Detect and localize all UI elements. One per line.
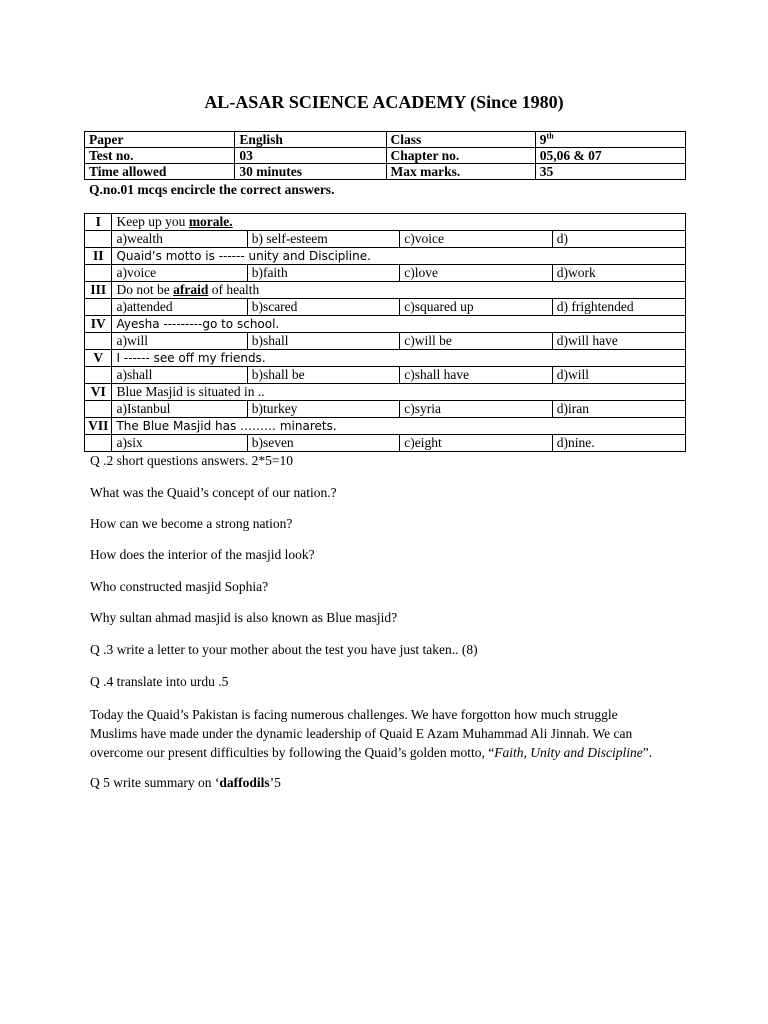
q5-text: Q 5 write summary on ‘	[90, 775, 220, 790]
option-d[interactable]: d)nine.	[552, 435, 685, 452]
mcq-options-row	[85, 231, 686, 248]
option-b[interactable]: b) self-esteem	[247, 231, 400, 248]
question-number: IV	[85, 316, 112, 333]
class-value	[535, 132, 685, 148]
option-b[interactable]: b)scared	[247, 299, 400, 316]
mcq-options-row	[85, 401, 686, 418]
option-c[interactable]: c)eight	[400, 435, 553, 452]
table-row	[85, 148, 686, 164]
chapter-value: 05,06 & 07	[535, 148, 685, 164]
q5-marks: ’5	[269, 775, 281, 790]
options-spacer	[85, 265, 112, 282]
info-table	[84, 131, 686, 180]
question-text-start: Blue Masjid is situated in ..	[116, 384, 265, 399]
mcq-table	[84, 213, 686, 452]
question-text-start: Keep up you	[116, 214, 189, 229]
short-question: How can we become a strong nation?	[90, 516, 293, 531]
option-a[interactable]: a)Istanbul	[112, 401, 247, 418]
option-c[interactable]: c)love	[400, 265, 553, 282]
option-d[interactable]: d)will have	[552, 333, 685, 350]
mcq-question-row	[85, 384, 686, 401]
question-text	[112, 418, 686, 435]
mcq-question-row	[85, 248, 686, 265]
options-spacer	[85, 299, 112, 316]
option-b[interactable]: b)turkey	[247, 401, 400, 418]
mcq-question-row	[85, 214, 686, 231]
q5-heading	[90, 773, 281, 792]
question-keyword: afraid	[173, 282, 209, 297]
mcq-options-row	[85, 265, 686, 282]
q3-heading: Q .3 write a letter to your mother about the test you have just taken.. (8)	[90, 642, 478, 657]
question-text	[112, 316, 686, 333]
option-c[interactable]: c)voice	[400, 231, 553, 248]
question-number: III	[85, 282, 112, 299]
passage-end: ”.	[642, 745, 653, 760]
mcq-options-row	[85, 435, 686, 452]
class-label: Class	[386, 132, 535, 148]
option-a[interactable]: a)will	[112, 333, 247, 350]
question-number: I	[85, 214, 112, 231]
question-number: V	[85, 350, 112, 367]
class-number: 9	[539, 132, 547, 147]
mcq-question-row	[85, 350, 686, 367]
option-d[interactable]: d)work	[552, 265, 685, 282]
q1-heading: Q.no.01 mcqs encircle the correct answers.	[89, 182, 335, 197]
option-b[interactable]: b)shall be	[247, 367, 400, 384]
page-title: AL-ASAR SCIENCE ACADEMY (Since 1980)	[204, 92, 564, 112]
question-text	[112, 248, 686, 265]
option-a[interactable]: a)shall	[112, 367, 247, 384]
question-text	[112, 350, 686, 367]
question-text-end: of health	[208, 282, 260, 297]
question-text-start: I ------ see off my friends.	[116, 351, 266, 365]
options-spacer	[85, 435, 112, 452]
question-text-start: Ayesha ---------go to school.	[116, 317, 280, 331]
q4-heading: Q .4 translate into urdu .5	[90, 674, 229, 689]
time-value: 30 minutes	[235, 164, 386, 180]
question-text	[112, 282, 686, 299]
option-b[interactable]: b)shall	[247, 333, 400, 350]
option-d[interactable]: d)	[552, 231, 685, 248]
option-b[interactable]: b)seven	[247, 435, 400, 452]
short-question: How does the interior of the masjid look?	[90, 547, 315, 562]
option-c[interactable]: c)shall have	[400, 367, 553, 384]
options-spacer	[85, 367, 112, 384]
option-a[interactable]: a)wealth	[112, 231, 247, 248]
test-label: Test no.	[85, 148, 235, 164]
short-question: What was the Quaid’s concept of our nation.?	[90, 485, 337, 500]
mcq-question-row	[85, 282, 686, 299]
passage-line-text: overcome our present difficulties by following the Quaid’s golden motto, “	[90, 745, 495, 760]
option-c[interactable]: c)will be	[400, 333, 553, 350]
question-text-start: Quaid’s motto is ------ unity and Discipline.	[116, 249, 371, 263]
test-value: 03	[235, 148, 386, 164]
question-number: VI	[85, 384, 112, 401]
time-label: Time allowed	[85, 164, 235, 180]
option-b[interactable]: b)faith	[247, 265, 400, 282]
option-a[interactable]: a)voice	[112, 265, 247, 282]
option-d[interactable]: d)iran	[552, 401, 685, 418]
option-a[interactable]: a)attended	[112, 299, 247, 316]
option-a[interactable]: a)six	[112, 435, 247, 452]
question-text	[112, 214, 686, 231]
passage-line	[90, 743, 690, 762]
mcq-options-row	[85, 333, 686, 350]
option-c[interactable]: c)syria	[400, 401, 553, 418]
paper-value: English	[235, 132, 386, 148]
translation-passage	[90, 705, 690, 762]
q2-heading: Q .2 short questions answers. 2*5=10	[90, 453, 293, 468]
question-number: VII	[85, 418, 112, 435]
option-d[interactable]: d) frightended	[552, 299, 685, 316]
question-keyword: morale.	[188, 214, 233, 229]
options-spacer	[85, 231, 112, 248]
marks-value: 35	[535, 164, 685, 180]
table-row	[85, 132, 686, 148]
passage-line: Today the Quaid’s Pakistan is facing numerous challenges. We have forgotton how much struggle	[90, 707, 618, 722]
short-question: Who constructed masjid Sophia?	[90, 579, 269, 594]
q5-keyword: daffodils	[219, 775, 270, 790]
options-spacer	[85, 401, 112, 418]
options-spacer	[85, 333, 112, 350]
option-c[interactable]: c)squared up	[400, 299, 553, 316]
mcq-question-row	[85, 316, 686, 333]
paper-label: Paper	[85, 132, 235, 148]
short-question: Why sultan ahmad masjid is also known as Blue masjid?	[90, 610, 398, 625]
class-suffix: th	[546, 131, 554, 141]
question-text-start: Do not be	[116, 282, 174, 297]
mcq-question-row	[85, 418, 686, 435]
passage-line: Muslims have made under the dynamic leadership of Quaid E Azam Muhammad Ali Jinnah. We can	[90, 726, 633, 741]
mcq-options-row	[85, 299, 686, 316]
marks-label: Max marks.	[386, 164, 535, 180]
quaid-motto: Faith, Unity and Discipline	[494, 745, 643, 760]
chapter-label: Chapter no.	[386, 148, 535, 164]
question-text-start: The Blue Masjid has ……… minarets.	[116, 419, 337, 433]
question-text	[112, 384, 686, 401]
table-row	[85, 164, 686, 180]
mcq-options-row	[85, 367, 686, 384]
question-number: II	[85, 248, 112, 265]
option-d[interactable]: d)will	[552, 367, 685, 384]
